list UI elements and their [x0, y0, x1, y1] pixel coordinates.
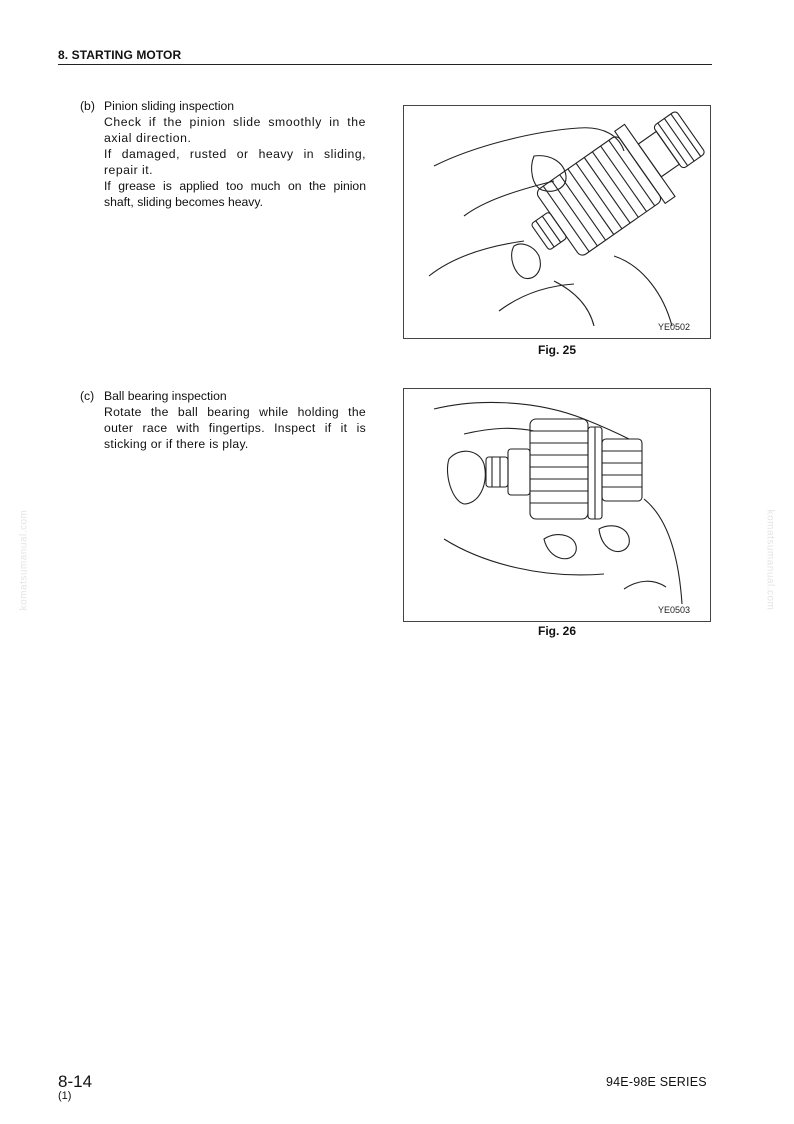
series-label: 94E-98E SERIES: [606, 1075, 707, 1089]
figure-caption: Fig. 26: [537, 624, 576, 638]
section-label: (b): [80, 99, 95, 113]
page-header-title: 8. STARTING MOTOR: [58, 48, 182, 62]
page-revision: (1): [58, 1090, 72, 1102]
watermark-right: komatsumanual.com: [764, 509, 776, 611]
figure-26: [403, 388, 711, 622]
section-body: [104, 114, 366, 210]
figure-25: [403, 105, 711, 339]
section-body: [104, 404, 366, 452]
paragraph: If grease is applied too much on the pinion shaft, sliding becomes heavy.: [104, 179, 366, 209]
ball-bearing-illustration-icon: [404, 389, 710, 621]
watermark-left: komatsumanual.com: [18, 509, 30, 611]
paragraph: Check if the pinion slide smoothly in the axial direction.: [104, 115, 366, 145]
section-heading: [80, 388, 366, 404]
pinion-sliding-illustration-icon: [404, 106, 710, 338]
section-ball-bearing: [80, 388, 366, 452]
section-title: Ball bearing inspection: [104, 389, 227, 403]
figure-code: YE0502: [657, 322, 690, 332]
figure-code: YE0503: [657, 605, 690, 615]
paragraph: Rotate the ball bearing while holding the outer race with fingertips. Inspect if it is sticking or if there is play.: [104, 405, 366, 451]
paragraph: If damaged, rusted or heavy in sliding, repair it.: [104, 147, 366, 177]
figure-caption: Fig. 25: [537, 343, 576, 357]
page-number: 8-14: [58, 1072, 93, 1091]
header-rule: [58, 64, 712, 65]
section-title: Pinion sliding inspection: [104, 99, 235, 113]
section-label: (c): [80, 389, 95, 403]
section-pinion-sliding: [80, 98, 366, 210]
section-heading: [80, 98, 366, 114]
